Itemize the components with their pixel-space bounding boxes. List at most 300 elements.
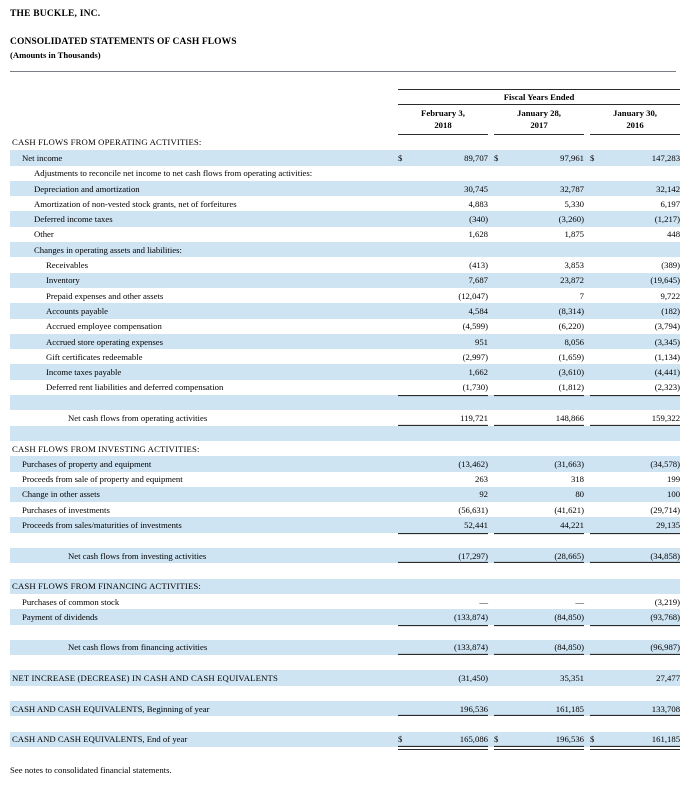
currency-symbol-cell xyxy=(590,472,604,487)
currency-symbol-cell xyxy=(590,441,604,456)
row-value: 5,330 xyxy=(564,198,584,209)
row-value: (182) xyxy=(604,303,680,318)
footnote: See notes to consolidated financial statements. xyxy=(10,764,172,775)
row-value: (1,730) xyxy=(462,382,488,393)
row-value: 6,197 xyxy=(660,198,681,209)
currency-symbol-cell xyxy=(590,640,604,655)
company-name: THE BUCKLE, INC. xyxy=(10,9,101,19)
row-value: (1,217) xyxy=(604,211,680,226)
currency-symbol-cell xyxy=(494,716,508,731)
currency-symbol-cell xyxy=(494,609,508,624)
row-value: 44,221 xyxy=(508,517,584,532)
row-label: Payment of dividends xyxy=(10,609,398,624)
column-header-2017 xyxy=(494,105,584,135)
row-label: Accrued store operating expenses xyxy=(10,334,398,349)
row-value: 119,721 xyxy=(412,410,488,425)
currency-symbol-cell xyxy=(398,349,412,364)
row-label xyxy=(10,716,398,731)
currency-symbol-cell xyxy=(398,609,412,624)
currency-symbol-cell xyxy=(590,563,604,578)
row-value: (31,450) xyxy=(412,670,488,685)
currency-symbol-cell xyxy=(398,640,412,655)
currency-symbol-cell xyxy=(494,625,508,640)
row-value: (133,874) xyxy=(412,640,488,655)
row-value xyxy=(604,686,680,701)
table-row xyxy=(10,303,680,318)
currency-symbol-cell xyxy=(398,533,412,548)
row-value: (3,794) xyxy=(654,321,681,332)
row-value xyxy=(604,655,680,670)
row-value xyxy=(508,686,584,701)
table-row xyxy=(10,502,680,517)
row-value: 159,322 xyxy=(604,410,680,425)
row-value xyxy=(508,426,584,441)
row-value xyxy=(604,563,680,578)
currency-symbol-cell xyxy=(590,579,604,594)
row-value: (34,858) xyxy=(604,548,680,563)
header-label-pad xyxy=(10,90,398,105)
row-label: Net cash flows from investing activities xyxy=(10,548,398,563)
table-row xyxy=(10,625,680,640)
currency-symbol-cell xyxy=(590,166,604,181)
row-value: (12,047) xyxy=(458,290,488,301)
currency-symbol-cell xyxy=(494,380,508,395)
currency-symbol-cell xyxy=(398,548,412,563)
row-value xyxy=(508,579,584,594)
row-value xyxy=(604,625,680,640)
currency-symbol-cell xyxy=(398,686,412,701)
currency-symbol-cell xyxy=(590,456,604,471)
table-body xyxy=(10,135,680,747)
row-value: (389) xyxy=(661,260,681,271)
row-value: 27,477 xyxy=(604,670,680,685)
currency-symbol: $ xyxy=(398,732,412,747)
row-value xyxy=(412,625,488,640)
currency-symbol-cell xyxy=(398,655,412,670)
row-value: (34,578) xyxy=(604,456,680,471)
row-value: 97,961 xyxy=(508,150,584,165)
row-value: — xyxy=(575,596,584,607)
row-label: Purchases of common stock xyxy=(22,596,120,607)
currency-symbol-cell xyxy=(590,364,604,379)
currency-symbol-cell xyxy=(398,196,412,211)
row-label: Purchases of investments xyxy=(22,504,110,515)
currency-symbol-cell xyxy=(494,456,508,471)
currency-symbol-cell xyxy=(590,211,604,226)
row-label: Prepaid expenses and other assets xyxy=(46,290,164,301)
currency-symbol-cell xyxy=(494,548,508,563)
currency-symbol-cell xyxy=(590,410,604,425)
row-value xyxy=(412,686,488,701)
row-value: 263 xyxy=(474,474,488,485)
column-header-pad xyxy=(10,105,398,135)
currency-symbol-cell xyxy=(590,655,604,670)
column-header-2016 xyxy=(590,105,680,135)
currency-symbol-cell xyxy=(398,625,412,640)
page-title: CONSOLIDATED STATEMENTS OF CASH FLOWS xyxy=(10,37,237,47)
currency-symbol-cell xyxy=(398,242,412,257)
row-value: (84,850) xyxy=(508,640,584,655)
table-row xyxy=(10,426,680,441)
row-label: CASH AND CASH EQUIVALENTS, Beginning of year xyxy=(10,701,398,716)
currency-symbol-cell xyxy=(398,273,412,288)
row-value xyxy=(508,563,584,578)
fiscal-years-header-row xyxy=(10,90,680,105)
currency-symbol-cell xyxy=(590,548,604,563)
row-label xyxy=(10,395,398,410)
currency-symbol-cell xyxy=(398,227,412,242)
row-value: 199 xyxy=(667,474,681,485)
currency-symbol-cell xyxy=(494,135,508,151)
row-value: (1,659) xyxy=(558,351,584,362)
row-label: CASH FLOWS FROM OPERATING ACTIVITIES: xyxy=(12,137,202,148)
row-value xyxy=(508,242,584,257)
column-header-2018-line2: 2018 xyxy=(434,119,452,130)
page-subtitle: (Amounts in Thousands) xyxy=(10,50,101,60)
currency-symbol-cell xyxy=(590,288,604,303)
table-row xyxy=(10,517,680,532)
currency-symbol-cell xyxy=(590,181,604,196)
currency-symbol-cell xyxy=(494,242,508,257)
row-value xyxy=(508,395,584,410)
row-value xyxy=(604,426,680,441)
table-row xyxy=(10,181,680,196)
row-value: 32,787 xyxy=(508,181,584,196)
currency-symbol-cell xyxy=(494,227,508,242)
table-row xyxy=(10,196,680,211)
table-row xyxy=(10,257,680,272)
row-value xyxy=(508,441,584,456)
row-value: 30,745 xyxy=(412,181,488,196)
row-value xyxy=(604,579,680,594)
table-row xyxy=(10,349,680,364)
currency-symbol-cell xyxy=(590,625,604,640)
currency-symbol-cell xyxy=(590,334,604,349)
currency-symbol-cell xyxy=(494,395,508,410)
row-value xyxy=(508,716,584,731)
currency-symbol-cell xyxy=(494,517,508,532)
row-label: Purchases of property and equipment xyxy=(10,456,398,471)
row-value xyxy=(412,563,488,578)
currency-symbol-cell xyxy=(590,303,604,318)
currency-symbol-cell xyxy=(494,196,508,211)
row-value: 1,628 xyxy=(468,229,488,240)
table-row xyxy=(10,640,680,655)
row-value: 23,872 xyxy=(508,273,584,288)
table-row xyxy=(10,732,680,747)
column-header-2018 xyxy=(398,105,488,135)
row-value: 3,853 xyxy=(564,260,584,271)
row-label: Net cash flows from financing activities xyxy=(10,640,398,655)
row-value: (28,665) xyxy=(508,548,584,563)
currency-symbol-cell xyxy=(590,426,604,441)
currency-symbol-cell xyxy=(398,594,412,609)
table-row xyxy=(10,579,680,594)
currency-symbol-cell xyxy=(590,594,604,609)
row-label xyxy=(10,533,398,548)
row-value xyxy=(412,395,488,410)
row-value: (56,631) xyxy=(458,504,488,515)
currency-symbol-cell xyxy=(398,456,412,471)
table-row xyxy=(10,135,680,151)
row-value: (3,260) xyxy=(508,211,584,226)
currency-symbol-cell xyxy=(398,334,412,349)
row-label: NET INCREASE (DECREASE) IN CASH AND CASH EQUIVALENTS xyxy=(10,670,398,685)
table-row xyxy=(10,211,680,226)
row-value xyxy=(604,135,680,151)
row-label: Income taxes payable xyxy=(10,364,398,379)
table-row xyxy=(10,364,680,379)
currency-symbol-cell xyxy=(398,166,412,181)
row-value: 32,142 xyxy=(604,181,680,196)
currency-symbol-cell xyxy=(398,288,412,303)
row-label: Deferred rent liabilities and deferred compensation xyxy=(46,382,224,393)
table-row xyxy=(10,441,680,456)
currency-symbol-cell xyxy=(494,166,508,181)
row-label: Depreciation and amortization xyxy=(10,181,398,196)
row-value xyxy=(604,533,680,548)
column-header-2016-line2: 2016 xyxy=(626,119,644,130)
row-value: 92 xyxy=(412,487,488,502)
row-value: (17,297) xyxy=(412,548,488,563)
currency-symbol-cell xyxy=(494,334,508,349)
row-value: (1,812) xyxy=(558,382,584,393)
row-label: CASH AND CASH EQUIVALENTS, End of year xyxy=(10,732,398,747)
table-row xyxy=(10,242,680,257)
table-row xyxy=(10,319,680,334)
row-value: 89,707 xyxy=(412,150,488,165)
currency-symbol-cell xyxy=(398,364,412,379)
row-label: Change in other assets xyxy=(10,487,398,502)
currency-symbol-cell xyxy=(398,181,412,196)
cash-flow-table xyxy=(10,72,680,747)
row-value: 29,135 xyxy=(604,517,680,532)
currency-symbol-cell xyxy=(494,426,508,441)
currency-symbol-cell xyxy=(494,303,508,318)
row-label: Receivables xyxy=(46,260,88,271)
table-row xyxy=(10,150,680,165)
currency-symbol-cell xyxy=(398,441,412,456)
row-value xyxy=(508,655,584,670)
currency-symbol-cell xyxy=(494,257,508,272)
column-header-2016-line1: January 30, xyxy=(613,108,657,118)
currency-symbol-cell xyxy=(494,319,508,334)
currency-symbol-cell xyxy=(590,349,604,364)
currency-symbol-cell xyxy=(398,135,412,151)
currency-symbol-cell xyxy=(398,426,412,441)
column-header-2017-line2: 2017 xyxy=(530,119,548,130)
currency-symbol-cell xyxy=(494,579,508,594)
row-label xyxy=(10,426,398,441)
currency-symbol-cell xyxy=(398,517,412,532)
row-value xyxy=(412,655,488,670)
row-value xyxy=(508,533,584,548)
row-value: (84,850) xyxy=(508,609,584,624)
currency-symbol-cell xyxy=(590,609,604,624)
table-row xyxy=(10,273,680,288)
currency-symbol-cell xyxy=(590,533,604,548)
table-row xyxy=(10,548,680,563)
currency-symbol-cell xyxy=(398,257,412,272)
currency-symbol: $ xyxy=(494,732,508,747)
row-value: (8,314) xyxy=(508,303,584,318)
currency-symbol-cell xyxy=(590,135,604,151)
currency-symbol-cell xyxy=(590,670,604,685)
currency-symbol-cell xyxy=(590,319,604,334)
currency-symbol-cell xyxy=(494,364,508,379)
row-label xyxy=(10,686,398,701)
currency-symbol-cell xyxy=(398,701,412,716)
currency-symbol-cell xyxy=(494,670,508,685)
currency-symbol-cell xyxy=(590,701,604,716)
row-value: (3,345) xyxy=(604,334,680,349)
row-value: (31,663) xyxy=(508,456,584,471)
row-value: 80 xyxy=(508,487,584,502)
row-value: 318 xyxy=(570,474,584,485)
currency-symbol-cell xyxy=(494,594,508,609)
row-value: 4,883 xyxy=(468,198,488,209)
table-row xyxy=(10,456,680,471)
table-row xyxy=(10,380,680,395)
row-label: Amortization of non-vested stock grants, net of forfeitures xyxy=(34,198,237,209)
row-value: (413) xyxy=(469,260,488,271)
table-row xyxy=(10,686,680,701)
currency-symbol-cell xyxy=(398,579,412,594)
currency-symbol-cell xyxy=(590,380,604,395)
currency-symbol-cell xyxy=(398,502,412,517)
table-row xyxy=(10,334,680,349)
row-value xyxy=(604,166,680,181)
currency-symbol-cell xyxy=(398,410,412,425)
table-row xyxy=(10,594,680,609)
row-label: Changes in operating assets and liabilities: xyxy=(10,242,398,257)
currency-symbol-cell xyxy=(398,380,412,395)
row-value: 148,866 xyxy=(508,410,584,425)
row-value: 1,875 xyxy=(564,229,584,240)
row-value: (6,220) xyxy=(558,321,584,332)
row-label: Net income xyxy=(10,150,398,165)
row-value: (19,645) xyxy=(604,273,680,288)
row-value xyxy=(412,533,488,548)
row-value: 196,536 xyxy=(508,732,584,747)
row-value xyxy=(604,242,680,257)
column-header-2018-line1: February 3, xyxy=(421,108,465,118)
currency-symbol-cell xyxy=(590,487,604,502)
table-row xyxy=(10,166,680,181)
row-label xyxy=(10,563,398,578)
row-value: (4,441) xyxy=(604,364,680,379)
currency-symbol-cell xyxy=(590,517,604,532)
row-label: Deferred income taxes xyxy=(10,211,398,226)
table-row xyxy=(10,472,680,487)
row-value xyxy=(604,441,680,456)
column-header-2017-line1: January 28, xyxy=(517,108,561,118)
row-label: Inventory xyxy=(10,273,398,288)
document-title-block xyxy=(0,19,686,62)
row-value: (2,997) xyxy=(462,351,488,362)
currency-symbol-cell xyxy=(398,319,412,334)
row-value xyxy=(412,166,488,181)
row-value: (1,134) xyxy=(654,351,681,362)
row-value xyxy=(412,426,488,441)
row-value: 1,662 xyxy=(412,364,488,379)
currency-symbol-cell xyxy=(494,686,508,701)
row-label: Proceeds from sales/maturities of investments xyxy=(10,517,398,532)
currency-symbol-cell xyxy=(494,563,508,578)
currency-symbol-cell xyxy=(494,349,508,364)
currency-symbol-cell xyxy=(590,227,604,242)
row-value xyxy=(412,579,488,594)
column-headers-row xyxy=(10,105,680,135)
currency-symbol-cell xyxy=(494,472,508,487)
row-value: 35,351 xyxy=(508,670,584,685)
row-label: CASH FLOWS FROM FINANCING ACTIVITIES: xyxy=(10,579,398,594)
row-value: 7 xyxy=(579,290,584,301)
currency-symbol: $ xyxy=(494,150,508,165)
row-label: Adjustments to reconcile net income to net cash flows from operating activities: xyxy=(34,168,313,179)
table-row xyxy=(10,670,680,685)
table-row xyxy=(10,227,680,242)
currency-symbol-cell xyxy=(494,701,508,716)
fiscal-years-ended-header: Fiscal Years Ended xyxy=(398,90,680,105)
row-value: 161,185 xyxy=(604,732,680,747)
currency-symbol-cell xyxy=(398,472,412,487)
currency-symbol-cell xyxy=(398,563,412,578)
row-value: 161,185 xyxy=(508,701,584,716)
currency-symbol-cell xyxy=(494,441,508,456)
row-label: Accrued employee compensation xyxy=(46,321,162,332)
table-row xyxy=(10,609,680,624)
currency-symbol-cell xyxy=(494,533,508,548)
row-value: 52,441 xyxy=(412,517,488,532)
row-value: (13,462) xyxy=(412,456,488,471)
currency-symbol-cell xyxy=(494,640,508,655)
currency-symbol-cell xyxy=(590,196,604,211)
row-label: Gift certificates redeemable xyxy=(46,351,143,362)
table-row xyxy=(10,655,680,670)
row-value xyxy=(508,135,584,151)
row-value: (3,610) xyxy=(508,364,584,379)
row-value xyxy=(508,625,584,640)
currency-symbol-cell xyxy=(494,211,508,226)
currency-symbol-cell xyxy=(398,716,412,731)
currency-symbol-cell xyxy=(590,257,604,272)
row-value: (93,768) xyxy=(604,609,680,624)
row-value: 4,584 xyxy=(412,303,488,318)
row-value xyxy=(508,166,584,181)
row-value xyxy=(604,395,680,410)
row-value: 448 xyxy=(667,229,681,240)
currency-symbol-cell xyxy=(398,395,412,410)
table-header xyxy=(10,72,680,135)
row-value: 147,283 xyxy=(604,150,680,165)
currency-symbol-cell xyxy=(494,410,508,425)
row-value: 8,056 xyxy=(508,334,584,349)
row-value: 9,722 xyxy=(660,290,681,301)
currency-symbol-cell xyxy=(590,686,604,701)
row-value: 951 xyxy=(412,334,488,349)
row-value: (96,987) xyxy=(604,640,680,655)
currency-symbol-cell xyxy=(590,242,604,257)
currency-symbol-cell xyxy=(590,716,604,731)
table-row xyxy=(10,410,680,425)
row-value xyxy=(412,441,488,456)
row-label xyxy=(10,625,398,640)
row-label xyxy=(10,655,398,670)
currency-symbol: $ xyxy=(590,150,604,165)
row-value: (29,714) xyxy=(650,504,681,515)
currency-symbol-cell xyxy=(590,273,604,288)
